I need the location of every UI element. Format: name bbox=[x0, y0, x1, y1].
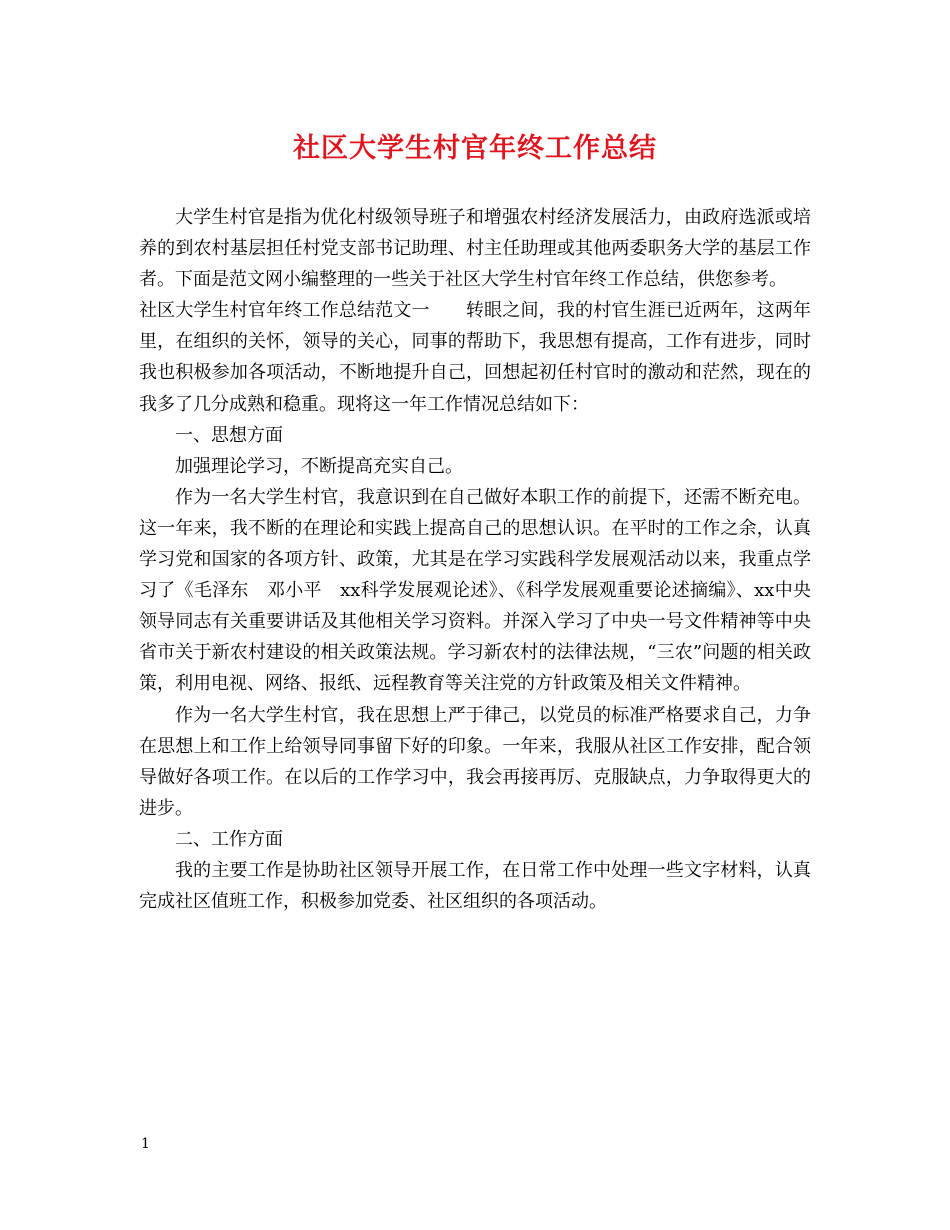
page-number: 1 bbox=[141, 1136, 150, 1152]
paragraph-essay-heading: 社区大学生村官年终工作总结范文一 转眼之间，我的村官生涯已近两年，这两年里，在组织的关怀，领导的关心，同事的帮助下，我思想有提高，工作有进步，同时我也积极参加各项活动，不断地提升自己，回想起初任村官时的激动和茫然，现在的我多了几分成熟和稳重。现将这一年工作情况总结如下： bbox=[139, 300, 811, 415]
document-title: 社区大学生村官年终工作总结 bbox=[293, 133, 657, 164]
paragraph-intro: 大学生村官是指为优化村级领导班子和增强农村经济发展活力，由政府选派或培养的到农村基层担任村党支部书记助理、村主任助理或其他两委职务大学的基层工作者。下面是范文网小编整理的一些关于社区大学生村官年终工作总结，供您参考。 bbox=[139, 207, 811, 291]
section-heading-thought: 一、思想方面 bbox=[175, 424, 283, 446]
paragraph-thought-summary: 加强理论学习，不断提高充实自己。 bbox=[175, 455, 463, 477]
paragraph-study: 作为一名大学生村官，我意识到在自己做好本职工作的前提下，还需不断充电。这一年来，我不断的在理论和实践上提高自己的思想认识。在平时的工作之余，认真学习党和国家的各项方针、政策，尤其是在学习实践科学发展观活动以来，我重点学习了《毛泽东 邓小平 xx科学发展观论述》、《科学发展观重要论述摘编》、xx中央领导同志有关重要讲话及其他相关学习资料。并深入学习了中央一号文件精神等中央省市关于新农村建设的相关政策法规。学习新农村的法律法规，“三农”问题的相关政策，利用电视、网络、报纸、远程教育等关注党的方针政策及相关文件精神。 bbox=[139, 486, 811, 695]
paragraph-discipline: 作为一名大学生村官，我在思想上严于律己，以党员的标准严格要求自己，力争在思想上和工作上给领导同事留下好的印象。一年来，我服从社区工作安排，配合领导做好各项工作。在以后的工作学习中，我会再接再厉、克服缺点，力争取得更大的进步。 bbox=[139, 704, 811, 819]
section-heading-work: 二、工作方面 bbox=[175, 828, 283, 850]
paragraph-work: 我的主要工作是协助社区领导开展工作，在日常工作中处理一些文字材料，认真完成社区值班工作，积极参加党委、社区组织的各项活动。 bbox=[139, 859, 811, 913]
document-body bbox=[139, 202, 811, 917]
